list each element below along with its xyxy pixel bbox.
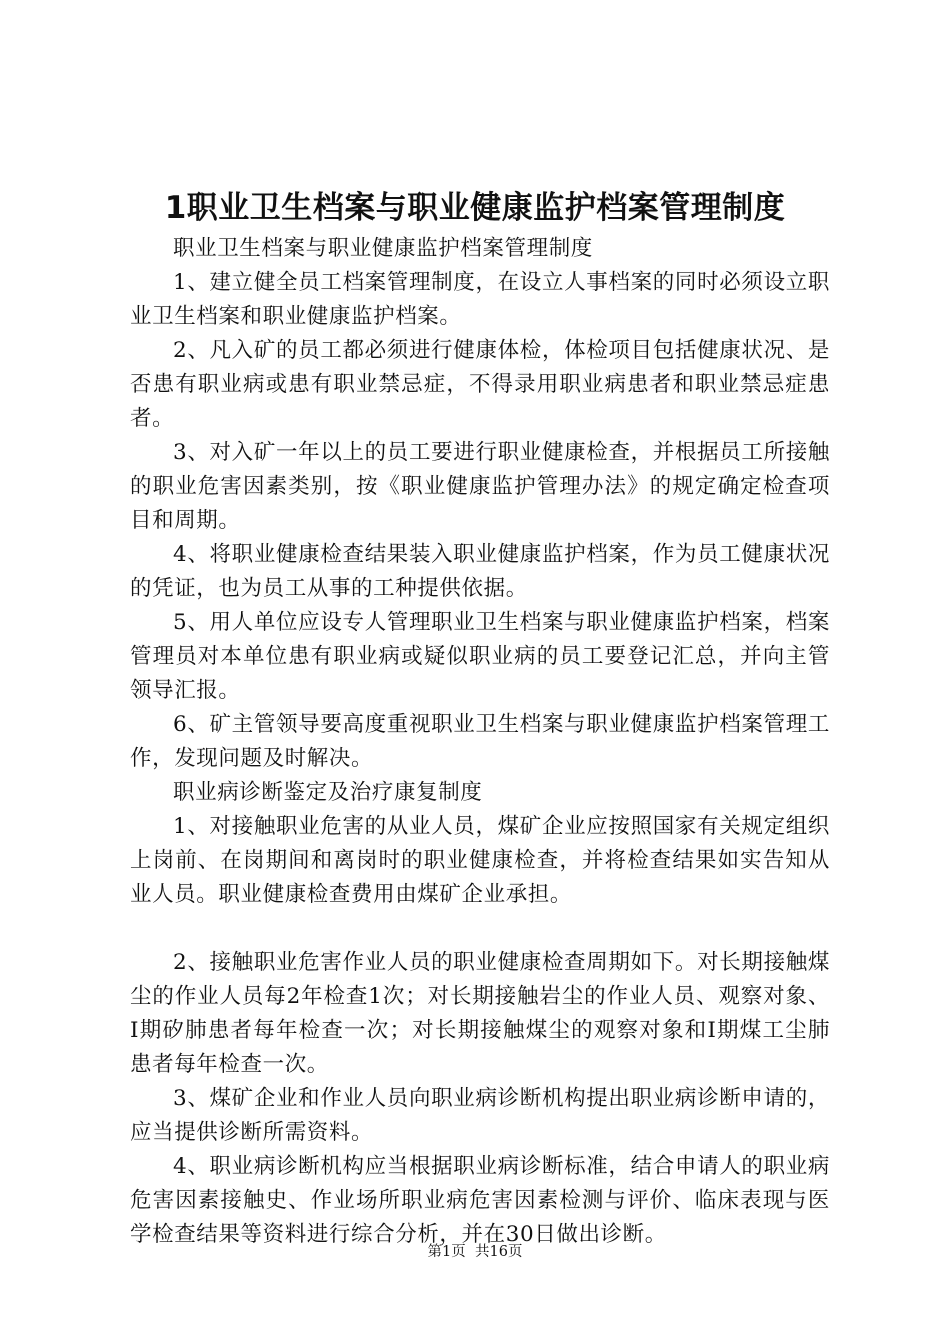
paragraph-9: 3、煤矿企业和作业人员向职业病诊断机构提出职业病诊断申请的，应当提供诊断所需资料。 <box>130 1086 830 1145</box>
paragraph-6: 6、矿主管领导要高度重视职业卫生档案与职业健康监护档案管理工作，发现问题及时解决。 <box>130 712 830 771</box>
paragraph-1: 1、建立健全员工档案管理制度，在设立人事档案的同时必须设立职业卫生档案和职业健康监护档案。 <box>130 270 830 329</box>
page-footer: 第1页 共16页 <box>427 1244 523 1260</box>
paragraph-3: 3、对入矿一年以上的员工要进行职业健康检查，并根据员工所接触的职业危害因素类别，按《职业健康监护管理办法》的规定确定检查项目和周期。 <box>130 440 830 533</box>
paragraph-section-heading-2: 职业病诊断鉴定及治疗康复制度 <box>173 780 483 805</box>
paragraph-10: 4、职业病诊断机构应当根据职业病诊断标准，结合申请人的职业病危害因素接触史、作业场所职业病危害因素检测与评价、临床表现与医学检查结果等资料进行综合分析，并在30日做出诊断。 <box>130 1154 830 1247</box>
document-title: 1职业卫生档案与职业健康监护档案管理制度 <box>164 190 786 226</box>
paragraph-4: 4、将职业健康检查结果装入职业健康监护档案，作为员工健康状况的凭证，也为员工从事的工种提供依据。 <box>130 542 830 601</box>
paragraph-2: 2、凡入矿的员工都必须进行健康体检，体检项目包括健康状况、是否患有职业病或患有职业禁忌症，不得录用职业病患者和职业禁忌症患者。 <box>130 338 830 431</box>
paragraph-5: 5、用人单位应设专人管理职业卫生档案与职业健康监护档案，档案管理员对本单位患有职业病或疑似职业病的员工要登记汇总，并向主管领导汇报。 <box>130 610 830 703</box>
paragraph-7: 1、对接触职业危害的从业人员，煤矿企业应按照国家有关规定组织上岗前、在岗期间和离岗时的职业健康检查，并将检查结果如实告知从业人员。职业健康检查费用由煤矿企业承担。 <box>130 814 830 907</box>
paragraph-8: 2、接触职业危害作业人员的职业健康检查周期如下。对长期接触煤尘的作业人员每2年检查1次；对长期接触岩尘的作业人员、观察对象、Ⅰ期矽肺患者每年检查一次；对长期接触煤尘的观察对象和Ⅰ期煤工尘肺患者每年检查一次。 <box>130 950 830 1077</box>
document-body <box>130 232 830 1252</box>
paragraph-section-heading-1: 职业卫生档案与职业健康监护档案管理制度 <box>173 236 593 261</box>
